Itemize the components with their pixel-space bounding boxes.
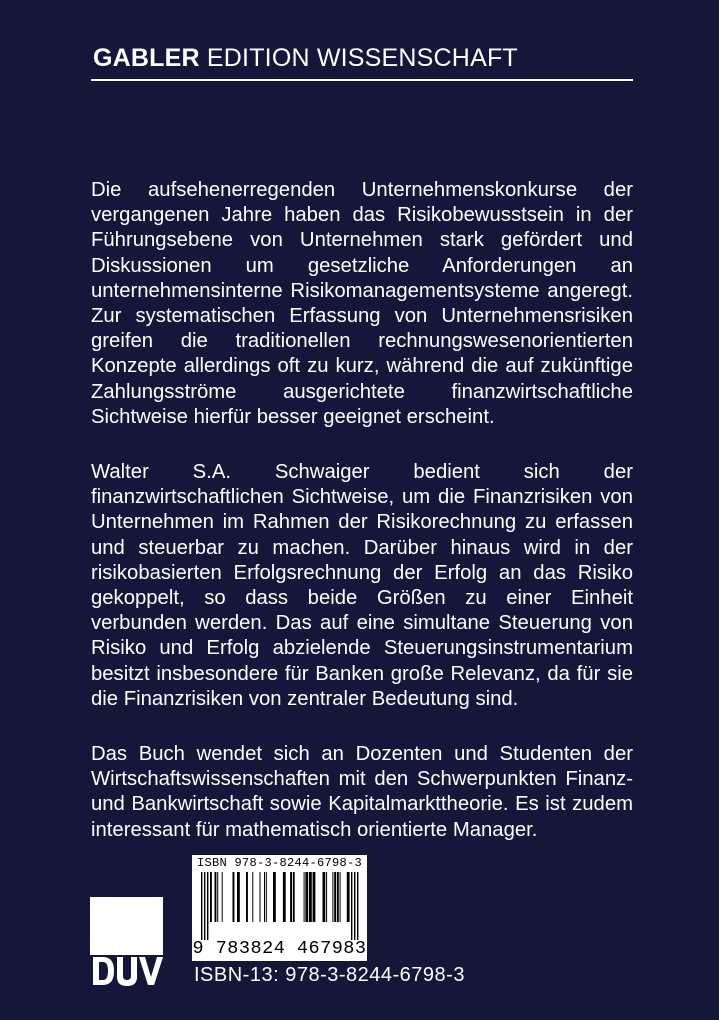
barcode-bars [199,872,360,940]
barcode-bar [252,872,253,922]
barcode-bar [210,872,212,922]
barcode-bar [340,872,341,922]
barcode-bar [290,872,292,922]
barcode-bar [334,872,336,922]
barcode-bar [260,872,261,922]
barcode-bar [217,872,218,922]
barcode-bar [337,872,339,922]
barcode-isbn-text: ISBN 978-3-8244-6798-3 [196,856,363,870]
series-edition: EDITION WISSENSCHAFT [206,44,518,72]
blurb [91,178,633,873]
barcode-bar [305,872,308,922]
barcode-bar [304,872,305,922]
barcode-bar [283,872,286,922]
barcode-bar [293,872,295,922]
barcode [192,855,367,961]
barcode-guard-bar [201,872,202,940]
barcode-bar [237,872,240,922]
barcode-bar [264,872,265,922]
barcode-bar [332,872,333,922]
barcode-bar [233,872,235,922]
barcode-guard-bar [354,872,355,940]
barcode-bar [313,872,316,922]
blurb-paragraph-2: Walter S.A. Schwaiger bedient sich der finanzwirtschaftlichen Sichtweise, um die Finanzrisiken von Unternehmen im Rahmen der Risikorechnung zu erfassen und steuerbar zu machen. Darüber hinaus wird in der risikobasierten Erfolgsrechnung der Erfolg an das Risiko gekoppelt, so dass beide Größen zu einer Einheit verbunden werden. Das auf eine simultane Steuerung von Risiko und Erfolg abzielende Steuerungsinstrumentarium besitzt insbesondere für Banken große Relevanz, da für sie die Finanzrisiken von zentraler Bedeutung sind. [91,461,633,710]
isbn-13: ISBN-13: 978-3-8244-6798-3 [194,964,465,986]
series-publisher: GABLER [93,44,200,72]
barcode-guard-bar [351,872,352,940]
barcode-bar [222,872,223,922]
header-rule [91,79,633,81]
barcode-bar [347,872,350,922]
barcode-guard-bar [207,872,208,940]
barcode-bar [323,872,326,922]
barcode-bar [309,872,312,922]
barcode-bar [326,872,327,922]
duv-logo [90,897,163,989]
series-title [93,44,518,73]
blurb-paragraph-1: Die aufsehenerregenden Unternehmenskonkurse der vergangenen Jahre haben das Risikobewusstsein in der Führungsebene von Unternehmen stark gefördert und Diskussionen um gesetzliche Anforderungen an unternehmensinterne Risikomanagementsysteme angeregt. Zur systematischen Erfassung von Unternehmensrisiken greifen die traditionellen rechnungswesenorientierten Konzepte allerdings oft zu kurz, während die auf zukünftige Zahlungsströme ausgerichtete finanzwirtschaftliche Sichtweise hierfür besser geeignet erscheint. [91,179,633,428]
blurb-paragraph-3: Das Buch wendet sich an Dozenten und Studenten der Wirtschaftswissenschaften mit den Schwerpunkten Finanz- und Bankwirtschaft sowie Kapitalmarkttheorie. Es ist zudem interessant für mathematisch orientierte Manager. [91,743,633,841]
barcode-bar [215,872,217,922]
barcode-digits: 9 783824 467983 [192,938,367,959]
barcode-guard-bar [357,872,358,940]
barcode-bar [246,872,248,922]
barcode-bar [273,872,276,922]
barcode-bar [266,872,267,922]
barcode-guard-bar [204,872,205,940]
